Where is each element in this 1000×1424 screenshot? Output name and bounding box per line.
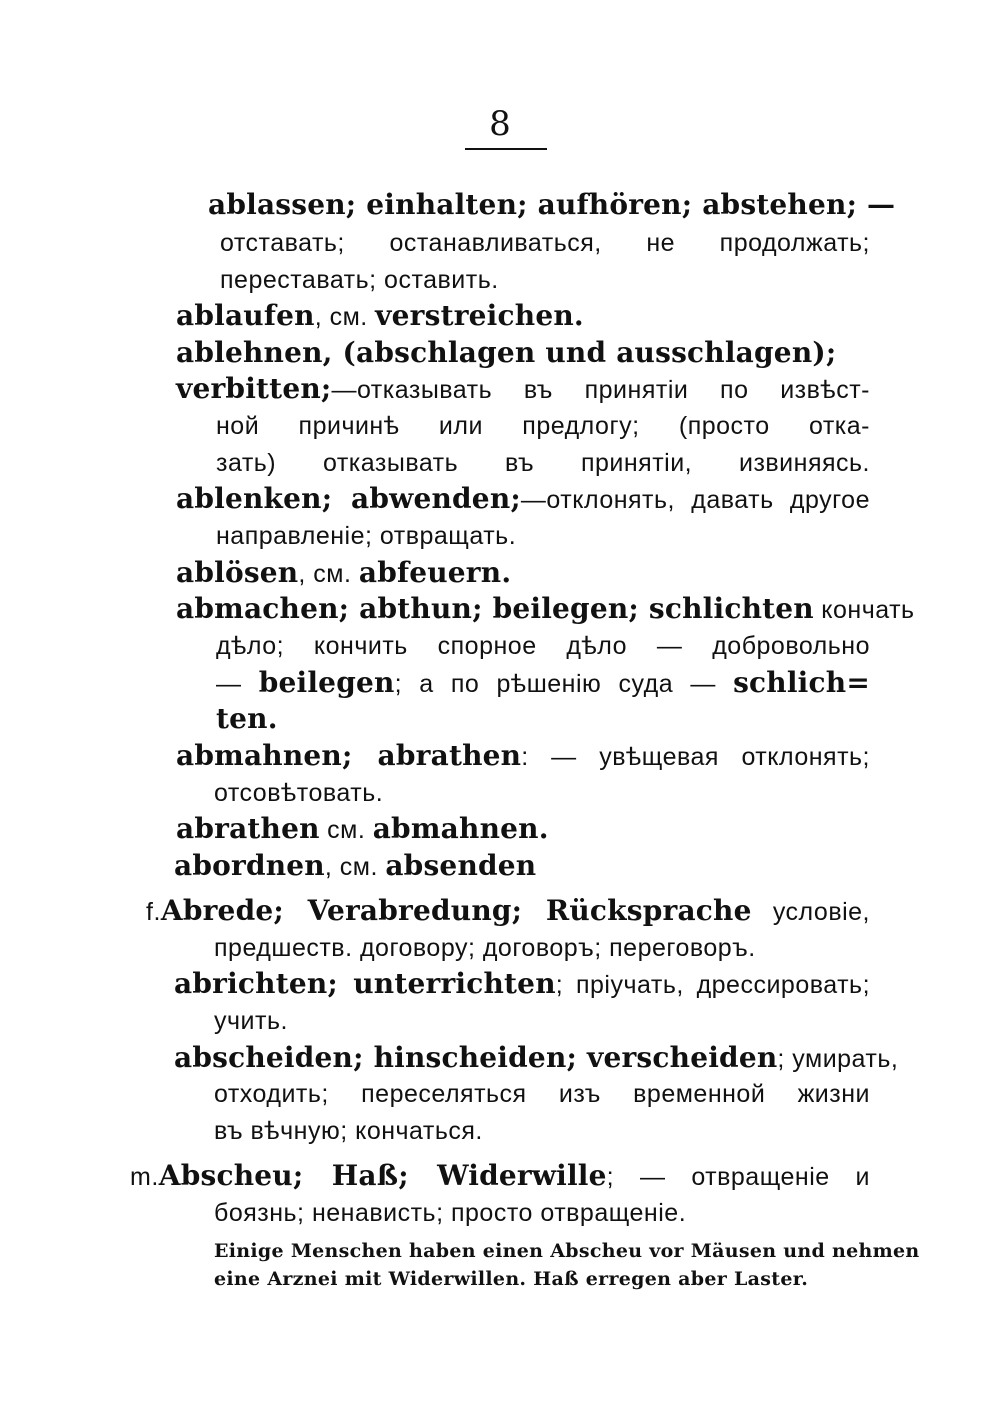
cross-reference-marker: , см. [324, 853, 386, 881]
russian-translation: : — увѣщевая отклонять; [521, 743, 871, 771]
german-word: beilegen [258, 666, 395, 699]
entry-ablaufen [176, 300, 584, 333]
russian-translation: боязнь; ненависть; просто отвращеніе. [214, 1199, 687, 1227]
german-headwords: abmachen; abthun; beilegen; schlichten [176, 592, 814, 625]
page-number: 8 [489, 104, 511, 144]
entry-abmachen-line-3 [216, 667, 870, 700]
russian-translation: условіе, [751, 898, 871, 926]
entry-ablehnen-line-1 [176, 337, 836, 370]
entry-abscheu-line-1 [130, 1160, 870, 1193]
russian-translation: направленіе; отвращать. [216, 522, 517, 550]
gender-marker: m. [130, 1163, 159, 1191]
entry-abrede-line-2 [214, 932, 756, 964]
russian-translation: учить. [214, 1007, 288, 1035]
german-headword: abrathen [176, 812, 320, 845]
entry-abmahnen-line-1 [176, 740, 870, 773]
entry-abordnen [174, 850, 536, 883]
entry-abrathen [176, 813, 549, 846]
gender-marker: f. [146, 898, 161, 926]
entry-ablassen-line-1 [208, 188, 896, 222]
entry-abmachen-line-1 [176, 592, 915, 626]
entry-abrichten-line-2 [214, 1005, 288, 1037]
example-note-line-2 [214, 1266, 808, 1292]
cross-reference-word: abmahnen. [372, 812, 549, 845]
russian-translation: зать) отказывать въ принятіи, извиняясь. [216, 449, 870, 477]
page-number-rule [465, 148, 547, 150]
entry-abscheu-line-2 [214, 1197, 686, 1229]
entry-ablassen-line-2 [220, 227, 870, 259]
entry-ablenken-line-2 [216, 520, 516, 552]
entry-ablehnen-line-2 [176, 373, 870, 406]
german-word: ten. [216, 702, 278, 735]
russian-translation: дѣло; кончить спорное дѣло — добровольно [216, 632, 870, 660]
cross-reference-word: verstreichen. [375, 299, 584, 332]
example-note-line-1 [214, 1238, 920, 1264]
russian-translation: ; умирать, [777, 1045, 899, 1073]
cross-reference-word: absenden [385, 849, 537, 882]
example-sentence: Einige Menschen haben einen Abscheu vor Mäusen und nehmen [214, 1240, 920, 1262]
russian-translation: отставать; останавливаться, не продолжать; [220, 229, 870, 257]
russian-translation: въ вѣчную; кончаться. [214, 1117, 483, 1145]
entry-abloesen [176, 557, 511, 590]
dash: — [216, 670, 259, 698]
russian-translation: отходить; переселяться изъ временной жизни [214, 1080, 870, 1108]
german-headwords: ablenken; abwenden; [176, 482, 521, 515]
russian-translation: отсовѣтовать. [214, 779, 384, 807]
german-headwords: abscheiden; hinscheiden; verscheiden [174, 1041, 778, 1074]
entry-ablehnen-line-4 [216, 447, 870, 479]
russian-translation: ; а по рѣшенію суда — [394, 670, 734, 698]
german-word: schlich= [733, 666, 870, 699]
german-headwords: Abrede; Verabredung; Rücksprache [160, 894, 752, 927]
russian-translation: ной причинѣ или предлогу; (просто отка- [216, 412, 870, 440]
cross-reference-marker: , см. [298, 560, 359, 588]
russian-translation: —отклонять, давать другое [520, 486, 870, 514]
entry-ablehnen-line-3 [216, 410, 870, 442]
entry-abrichten-line-1 [174, 968, 870, 1001]
entry-abscheiden-line-1 [174, 1041, 899, 1075]
entry-ablassen-line-3 [220, 264, 499, 296]
example-sentence: eine Arznei mit Widerwillen. Haß erregen aber Laster. [214, 1268, 809, 1290]
german-headword: ablösen [176, 556, 299, 589]
cross-reference-marker: см. [319, 816, 373, 844]
german-headwords: abrichten; unterrichten [174, 967, 556, 1000]
russian-translation: переставать; оставить. [220, 266, 499, 294]
german-headwords: ablassen; einhalten; aufhören; abstehen; — [208, 188, 896, 221]
german-headwords: Abscheu; Haß; Widerwille [158, 1159, 607, 1192]
russian-translation: —отказывать въ принятіи по извѣст- [331, 376, 870, 404]
entry-abmahnen-line-2 [214, 777, 383, 809]
russian-translation: ; пріучать, дрессировать; [555, 971, 871, 999]
entry-abrede-line-1 [146, 895, 870, 928]
russian-translation: кончать [813, 596, 915, 624]
russian-translation: ; — отвращеніе и [606, 1163, 870, 1191]
german-headword: abordnen [174, 849, 325, 882]
german-headword: ablaufen [176, 299, 315, 332]
entry-abscheiden-line-3 [214, 1115, 483, 1147]
cross-reference-marker: , см. [314, 303, 376, 331]
russian-translation: предшеств. договору; договоръ; переговоръ. [214, 934, 756, 962]
german-headword: verbitten; [176, 372, 332, 405]
entry-ablenken-line-1 [176, 483, 870, 516]
german-headwords: ablehnen, (abschlagen und ausschlagen); [176, 336, 837, 369]
entry-abmachen-line-4 [216, 703, 278, 736]
cross-reference-word: abfeuern. [358, 556, 512, 589]
entry-abmachen-line-2 [216, 630, 870, 662]
entry-abscheiden-line-2 [214, 1078, 870, 1110]
german-headwords: abmahnen; abrathen [176, 739, 522, 772]
